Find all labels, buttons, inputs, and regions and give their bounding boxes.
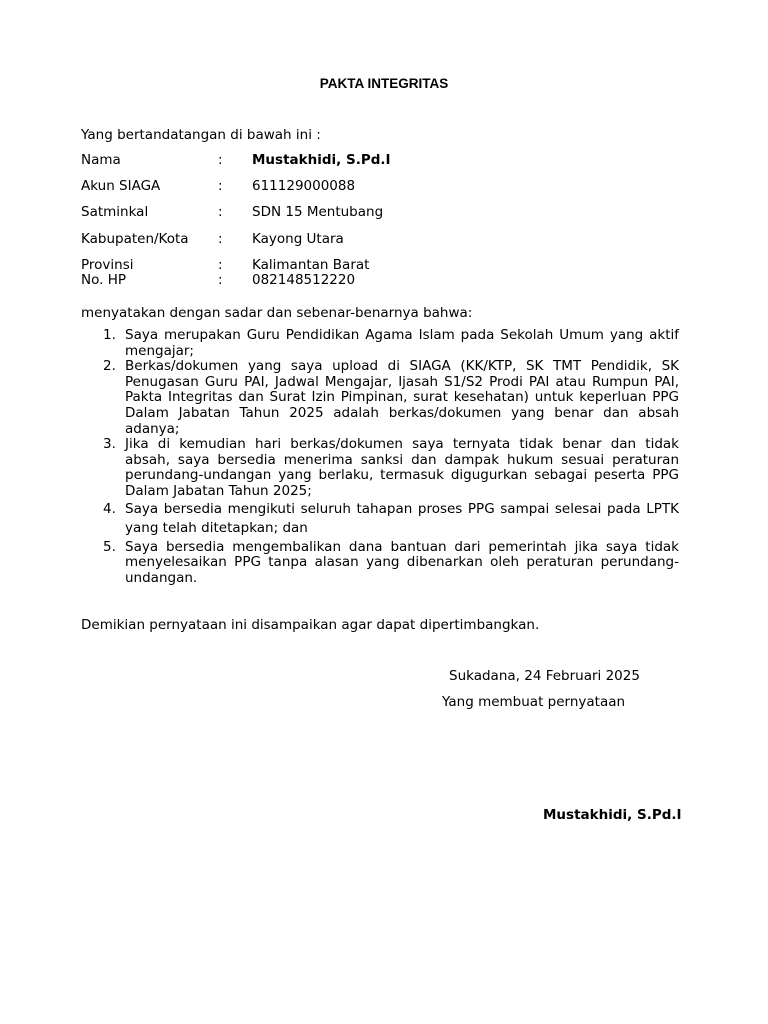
field-colon: : bbox=[218, 272, 223, 288]
field-value-satminkal: SDN 15 Mentubang bbox=[252, 204, 384, 220]
signer-name: Mustakhidi, S.Pd.I bbox=[543, 807, 682, 823]
field-value-no-hp: 082148512220 bbox=[252, 272, 356, 288]
place-date: Sukadana, 24 Februari 2025 bbox=[449, 668, 640, 684]
item-number: 4. bbox=[103, 500, 116, 517]
document-title: PAKTA INTEGRITAS bbox=[319, 76, 449, 91]
field-colon: : bbox=[218, 178, 223, 194]
statement-item bbox=[81, 437, 679, 499]
statement-list bbox=[81, 328, 679, 586]
statement-item bbox=[81, 540, 679, 587]
item-number: 3. bbox=[103, 436, 116, 453]
field-value-nama: Mustakhidi, S.Pd.I bbox=[252, 152, 391, 168]
item-text: Saya bersedia mengikuti seluruh tahapan proses PPG sampai selesai pada LPTK yang telah ditetapkan; dan bbox=[125, 500, 679, 536]
field-label-kabupaten-kota: Kabupaten/Kota bbox=[81, 231, 189, 247]
closing-text: Demikian pernyataan ini disampaikan agar dapat dipertimbangkan. bbox=[81, 617, 540, 633]
field-label-provinsi: Provinsi bbox=[81, 257, 134, 273]
item-number: 5. bbox=[103, 538, 116, 555]
item-text: Jika di kemudian hari berkas/dokumen saya ternyata tidak benar dan tidak absah, saya bersedia menerima sanksi dan dampak hukum sesuai peraturan perundang-undangan yang berlaku, termasuk digugurkan sebagai peserta PPG Dalam Jabatan Tahun 2025; bbox=[125, 436, 679, 499]
field-colon: : bbox=[218, 257, 223, 273]
signer-caption: Yang membuat pernyataan bbox=[442, 694, 626, 710]
field-label-nama: Nama bbox=[81, 152, 121, 168]
item-number: 2. bbox=[103, 358, 116, 375]
field-colon: : bbox=[218, 152, 223, 168]
item-text: Saya bersedia mengembalikan dana bantuan dari pemerintah jika saya tidak menyelesaikan PPG tanpa alasan yang dibenarkan oleh peraturan perundang-undangan. bbox=[125, 538, 679, 586]
statement-intro: menyatakan dengan sadar dan sebenar-benarnya bahwa: bbox=[81, 305, 473, 321]
field-value-provinsi: Kalimantan Barat bbox=[252, 257, 370, 273]
statement-item bbox=[81, 359, 679, 437]
field-colon: : bbox=[218, 204, 223, 220]
field-value-kabupaten-kota: Kayong Utara bbox=[252, 231, 344, 247]
item-text: Saya merupakan Guru Pendidikan Agama Islam pada Sekolah Umum yang aktif mengajar; bbox=[125, 327, 679, 359]
item-number: 1. bbox=[103, 327, 116, 343]
intro-text: Yang bertandatangan di bawah ini : bbox=[81, 127, 321, 143]
field-value-akun-siaga: 611129000088 bbox=[252, 178, 356, 194]
field-colon: : bbox=[218, 231, 223, 247]
field-label-no-hp: No. HP bbox=[81, 272, 126, 288]
statement-item bbox=[81, 500, 679, 538]
statement-item bbox=[81, 328, 679, 359]
field-label-akun-siaga: Akun SIAGA bbox=[81, 178, 161, 194]
field-label-satminkal: Satminkal bbox=[81, 204, 149, 220]
item-text: Berkas/dokumen yang saya upload di SIAGA (KK/KTP, SK TMT Pendidik, SK Penugasan Guru PAI, Jadwal Mengajar, Ijasah S1/S2 Prodi PAI atau Rumpun PAI, Pakta Integritas dan Surat Izin Pimpinan, surat kesehatan) untuk keperluan PPG Dalam Jabatan Tahun 2025 adalah berkas/dokumen yang benar dan absah adanya; bbox=[125, 358, 679, 437]
